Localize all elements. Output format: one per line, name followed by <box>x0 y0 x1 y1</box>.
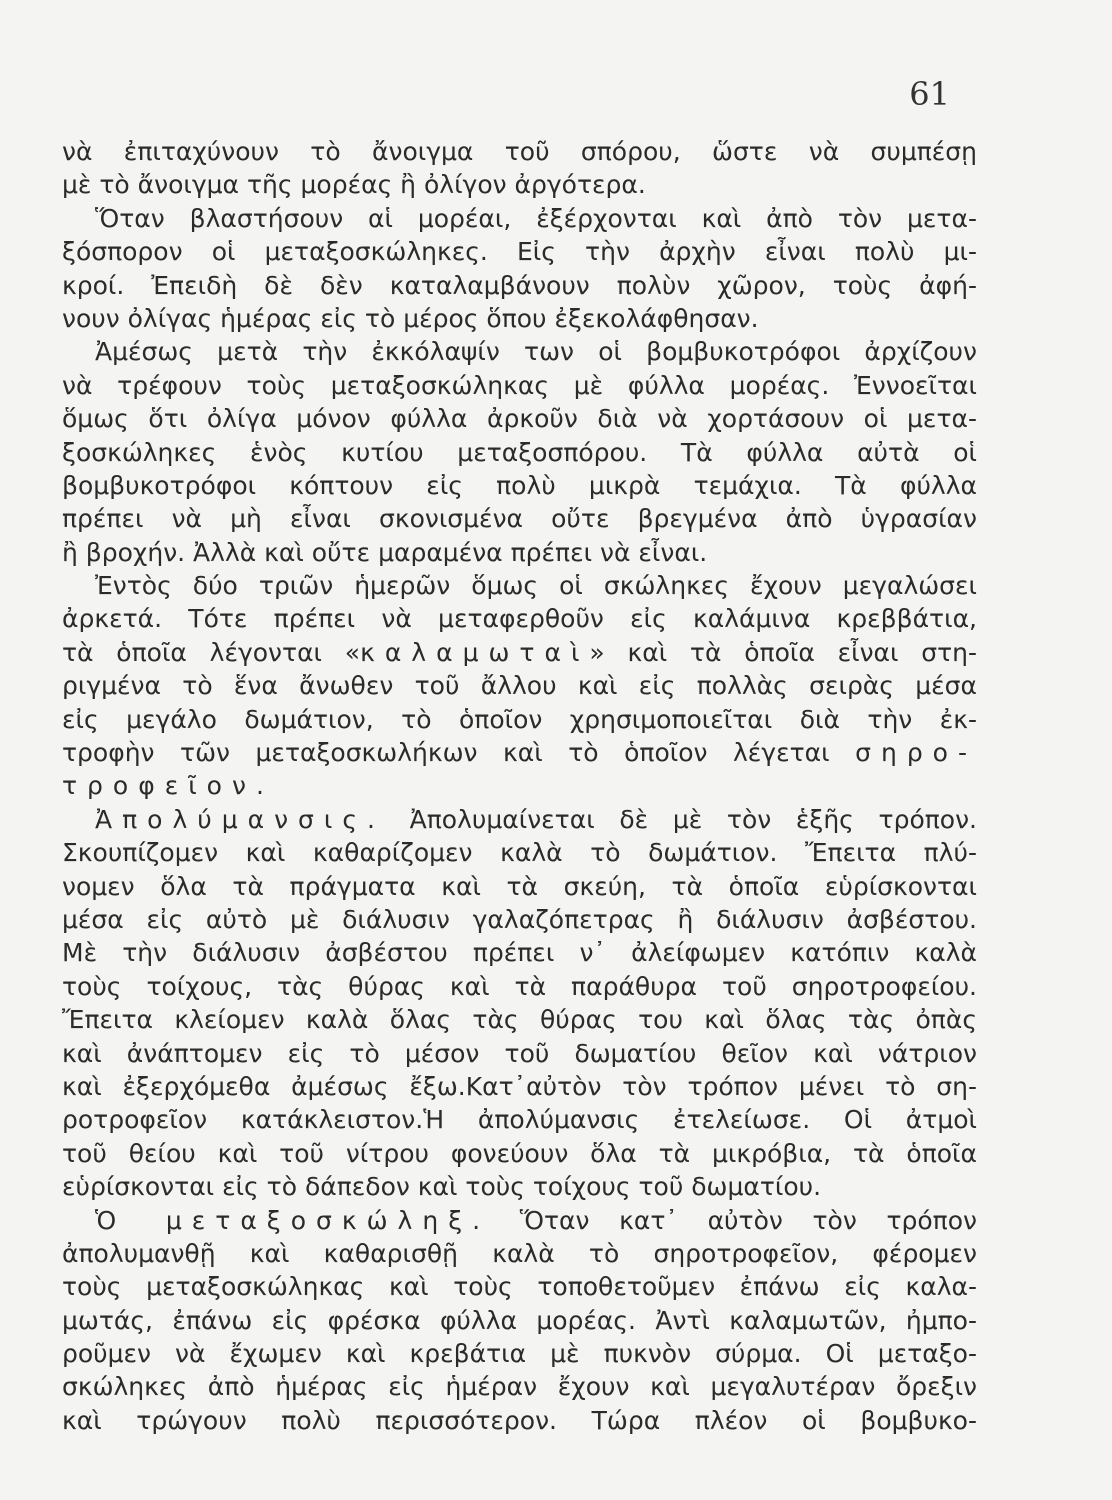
text-line <box>62 936 977 969</box>
line-text: νὰ τρέφουν τοὺς μεταξοσκώληκας μὲ φύλλα μορέας. Ἐννοεῖται <box>62 370 977 400</box>
line-text: πρέπει νὰ μὴ εἶναι σκονισμένα οὔτε βρεγμένα ἀπὸ ὑγρασίαν <box>62 504 977 534</box>
paragraph <box>62 803 977 1204</box>
line-text: ἀρκετά. Τότε πρέπει νὰ μεταφερθοῦν εἰς καλάμινα κρεββάτια, <box>62 604 977 634</box>
line-text: καὶ τρώγουν πολὺ περισσότερον. Τώρα πλέον οἱ βομβυκο- <box>62 1405 977 1435</box>
line-text: ριγμένα τὸ ἕνα ἄνωθεν τοῦ ἄλλου καὶ εἰς πολλὰς σειρὰς μέσα <box>62 671 977 701</box>
text-line <box>62 436 977 469</box>
text-line <box>62 1370 977 1403</box>
spaced-emphasis: καλαμωταὶ <box>360 637 590 667</box>
text-line <box>62 469 977 502</box>
line-text: ἀπολυμανθῇ καὶ καθαρισθῇ καλὰ τὸ σηροτροφεῖον, φέρομεν <box>62 1238 977 1268</box>
text-line <box>62 1137 977 1170</box>
line-text: Ὅταν κατ᾿ αὐτὸν τὸν τρόπον <box>490 1205 977 1235</box>
text-line <box>62 1103 977 1136</box>
paragraph <box>62 135 977 202</box>
line-text: σκώληκες ἀπὸ ἡμέρας εἰς ἡμέραν ἔχουν καὶ μεγαλυτέραν ὄρεξιν <box>62 1372 977 1402</box>
text-line <box>62 135 977 168</box>
text-line <box>62 536 977 569</box>
line-text: τροφὴν τῶν μεταξοσκωλήκων καὶ τὸ ὁποῖον λέγεται <box>62 738 856 768</box>
line-text: μωτάς, ἐπάνω εἰς φρέσκα φύλλα μορέας. Ἀντὶ καλαμωτῶν, ἠμπο- <box>62 1305 977 1335</box>
line-text: τοὺς τοίχους, τὰς θύρας καὶ τὰ παράθυρα τοῦ σηροτροφείου. <box>62 971 977 1001</box>
paragraph <box>62 569 977 803</box>
text-line <box>62 402 977 435</box>
line-text: μὲ τὸ ἄνοιγμα τῆς μορέας ἢ ὀλίγον ἀργότερα. <box>62 170 646 200</box>
line-text: ροτροφεῖον κατάκλειστον.Ἡ ἀπολύμανσις ἐτελείωσε. Οἱ ἀτμοὶ <box>62 1105 977 1135</box>
line-text: Ἐντὸς δύο τριῶν ἡμερῶν ὅμως οἱ σκώληκες ἔχουν μεγαλώσει <box>95 571 977 601</box>
text-line <box>62 302 977 335</box>
text-line <box>62 1304 977 1337</box>
line-text: βομβυκοτρόφοι κόπτουν εἰς πολὺ μικρὰ τεμάχια. Τὰ φύλλα <box>62 470 977 500</box>
text-line <box>62 202 977 235</box>
spaced-emphasis: σηρο- <box>855 738 977 768</box>
line-text: ξόσπορον οἱ μεταξοσκώληκες. Εἰς τὴν ἀρχὴν εἶναι πολὺ μι- <box>62 237 977 267</box>
line-text: Ἔπειτα κλείομεν καλὰ ὅλας τὰς θύρας του καὶ ὅλας τὰς ὀπὰς <box>62 1005 977 1035</box>
line-text: νομεν ὅλα τὰ πράγματα καὶ τὰ σκεύη, τὰ ὁποῖα εὑρίσκονται <box>62 871 977 901</box>
text-line <box>62 235 977 268</box>
spaced-emphasis: τροφεῖον. <box>62 771 274 801</box>
line-text: καὶ ἐξερχόμεθα ἀμέσως ἔξω.Κατ᾿αὐτὸν τὸν τρόπον μένει τὸ ση- <box>62 1071 977 1101</box>
paragraph <box>62 335 977 569</box>
text-line <box>62 1404 977 1437</box>
text-line <box>62 1204 977 1237</box>
text-line <box>62 703 977 736</box>
line-text: ροῦμεν νὰ ἔχωμεν καὶ κρεβάτια μὲ πυκνὸν σύρμα. Οἱ μεταξο- <box>62 1339 977 1369</box>
line-text: νὰ ἐπιταχύνουν τὸ ἄνοιγμα τοῦ σπόρου, ὥστε νὰ συμπέσῃ <box>62 137 977 166</box>
text-line <box>62 769 977 802</box>
line-text: εἰς μεγάλο δωμάτιον, τὸ ὁποῖον χρησιμοποιεῖται διὰ τὴν ἐκ- <box>62 704 977 734</box>
line-text: κροί. Ἐπειδὴ δὲ δὲν καταλαμβάνουν πολὺν χῶρον, τοὺς ἀφή- <box>62 270 977 300</box>
line-text: εὑρίσκονται εἰς τὸ δάπεδον καὶ τοὺς τοίχους τοῦ δωματίου. <box>62 1172 822 1202</box>
spaced-emphasis: Ἀπολύμανσις. <box>95 804 385 834</box>
line-text: τοὺς μεταξοσκώληκας καὶ τοὺς τοποθετοῦμεν ἐπάνω εἰς καλα- <box>62 1272 977 1302</box>
text-line <box>62 269 977 302</box>
line-text: τὰ ὁποῖα λέγονται « <box>62 637 361 667</box>
line-text: ἢ βροχήν. Ἀλλὰ καὶ οὔτε μαραμένα πρέπει νὰ εἶναι. <box>62 537 708 567</box>
line-text: Ἀπολυμαίνεται δὲ μὲ τὸν ἑξῆς τρόπον. <box>384 804 977 834</box>
text-line <box>62 636 977 669</box>
text-line <box>62 803 977 836</box>
page-number: 61 <box>909 75 950 113</box>
text-line <box>62 369 977 402</box>
text-line <box>62 168 977 201</box>
line-text: καὶ ἀνάπτομεν εἰς τὸ μέσον τοῦ δωματίου θεῖον καὶ νάτριον <box>62 1038 977 1068</box>
line-text: ξοσκώληκες ἑνὸς κυτίου μεταξοσπόρου. Τὰ φύλλα αὐτὰ οἱ <box>62 437 977 467</box>
line-text: Σκουπίζομεν καὶ καθαρίζομεν καλὰ τὸ δωμάτιον. Ἔπειτα πλύ- <box>62 838 977 868</box>
line-text: τοῦ θείου καὶ τοῦ νίτρου φονεύουν ὅλα τὰ μικρόβια, τὰ ὁποῖα <box>62 1138 977 1168</box>
text-line <box>62 1237 977 1270</box>
text-line <box>62 1170 977 1203</box>
text-line <box>62 335 977 368</box>
text-line <box>62 1270 977 1303</box>
text-line <box>62 602 977 635</box>
text-line <box>62 970 977 1003</box>
paragraph <box>62 202 977 336</box>
line-text: νουν ὀλίγας ἡμέρας εἰς τὸ μέρος ὅπου ἐξεκολάφθησαν. <box>62 303 759 333</box>
text-line <box>62 1070 977 1103</box>
text-line <box>62 736 977 769</box>
text-line <box>62 870 977 903</box>
text-line <box>62 1337 977 1370</box>
text-line <box>62 1003 977 1036</box>
text-line <box>62 669 977 702</box>
line-text: » καὶ τὰ ὁποῖα εἶναι στη- <box>589 637 977 667</box>
line-text: ὅμως ὅτι ὀλίγα μόνον φύλλα ἀρκοῦν διὰ νὰ χορτάσουν οἱ μετα- <box>62 404 977 434</box>
line-text: Ὅταν βλαστήσουν αἱ μορέαι, ἐξέρχονται καὶ ἀπὸ τὸν μετα- <box>95 203 977 233</box>
spaced-emphasis: Ὁ μεταξοσκώληξ. <box>95 1205 491 1235</box>
text-line <box>62 836 977 869</box>
text-line <box>62 903 977 936</box>
text-line <box>62 1037 977 1070</box>
paragraph <box>62 1204 977 1438</box>
line-text: Ἀμέσως μετὰ τὴν ἐκκόλαψίν των οἱ βομβυκοτρόφοι ἀρχίζουν <box>95 337 977 367</box>
line-text: Μὲ τὴν διάλυσιν ἀσβέστου πρέπει ν᾿ ἀλείφωμεν κατόπιν καλὰ <box>62 938 977 968</box>
text-line <box>62 569 977 602</box>
text-line <box>62 502 977 535</box>
line-text: μέσα εἰς αὐτὸ μὲ διάλυσιν γαλαζόπετρας ἢ διάλυσιν ἀσβέστου. <box>62 904 977 934</box>
page-body-text <box>62 135 977 1437</box>
